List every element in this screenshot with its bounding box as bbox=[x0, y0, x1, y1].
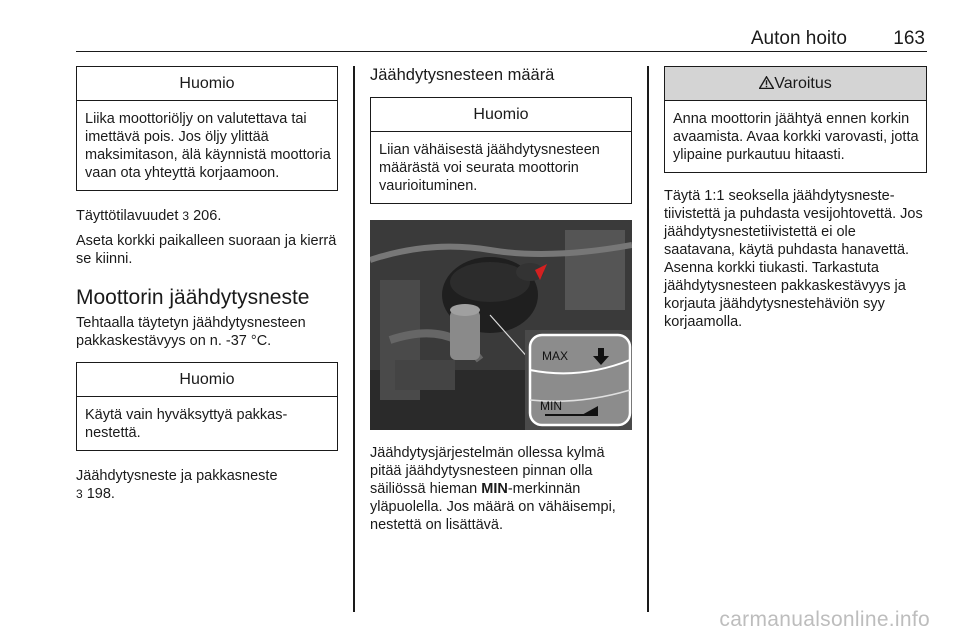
warning-header bbox=[665, 67, 926, 101]
coolant-level-instruction: Jäähdytysjärjestelmän ollessa kylmä pitää jäähdytysnesteen pinnan olla säiliössä hieman MIN-merkinnän yläpuolella. Jos määrä on vähäisempi, nestettä on lisättävä. bbox=[370, 445, 616, 533]
engine-coolant-photo bbox=[370, 220, 632, 430]
notice-title: Huomio bbox=[371, 98, 631, 132]
column-divider-1 bbox=[353, 66, 355, 612]
coolant-reference: Jäähdytysneste ja pakkasneste 3 198. bbox=[76, 468, 278, 502]
notice-box-antifreeze bbox=[76, 362, 338, 451]
notice-box-coolant-level bbox=[370, 97, 632, 204]
notice-title: Huomio bbox=[77, 363, 337, 397]
warning-text: Anna moottorin jäähtyä ennen korkin avaamista. Avaa korkki varovasti, jotta ylipaine purkautuu hitaasti. bbox=[673, 111, 919, 163]
subheading: Jäähdytysnesteen määrä bbox=[370, 66, 555, 84]
antifreeze-info: Tehtaalla täytetyn jäähdytysnesteen pakkaskestävyys on n. -37 °C. bbox=[76, 315, 306, 349]
section-title: Moottorin jäähdytysneste bbox=[76, 286, 310, 309]
min-marking-label: MIN bbox=[540, 399, 562, 413]
cap-instruction: Aseta korkki paikalleen suoraan ja kierrä se kiinni. bbox=[76, 233, 337, 267]
engine-illustration bbox=[370, 220, 632, 430]
notice-text: Liika moottoriöljy on valutettava tai imettävä pois. Jos öljy ylittää maksimitason, älä käynnistä moottoria vaan ota yhteyttä korjaamoon. bbox=[85, 111, 331, 181]
column-2 bbox=[370, 66, 632, 541]
notice-box-oil bbox=[76, 66, 338, 191]
warning-triangle-icon bbox=[759, 76, 774, 89]
warning-box bbox=[664, 66, 927, 173]
page-ref-arrow-icon: 3 bbox=[182, 209, 190, 223]
max-marking-label: MAX bbox=[542, 349, 569, 363]
page-ref-arrow-icon: 3 bbox=[76, 487, 83, 501]
chapter-title: Auton hoito bbox=[750, 28, 847, 49]
notice-title: Huomio bbox=[77, 67, 337, 101]
page-header bbox=[76, 26, 927, 52]
watermark: carmanualsonline.info bbox=[719, 608, 930, 631]
notice-text: Liian vähäisestä jäähdytysnesteen määrästä voi seurata moottorin vaurioituminen. bbox=[379, 142, 600, 194]
column-3 bbox=[664, 66, 927, 338]
coolant-fill-instructions: Täytä 1:1 seoksella jäähdytysnestetiivistettä ja puhdasta vesijohtovettä. Jos jäähdytysnestetiivistettä ei ole saatavana, käytä puhdasta hanavettä. Asenna korkki tiukasti. Tarkastuta jäähdytysnesteen pakkaskestävyys ja korjauta jäähdytysnestehäviön syy korjaamolla. bbox=[664, 188, 923, 330]
notice-text: Käytä vain hyväksyttyä pakkasnestettä. bbox=[85, 407, 288, 441]
page-number: 163 bbox=[893, 28, 925, 49]
column-divider-2 bbox=[647, 66, 649, 612]
column-1 bbox=[76, 66, 338, 510]
warning-title: Varoitus bbox=[774, 75, 832, 92]
capacities-reference: Täyttötilavuudet 3 206. bbox=[76, 208, 222, 224]
